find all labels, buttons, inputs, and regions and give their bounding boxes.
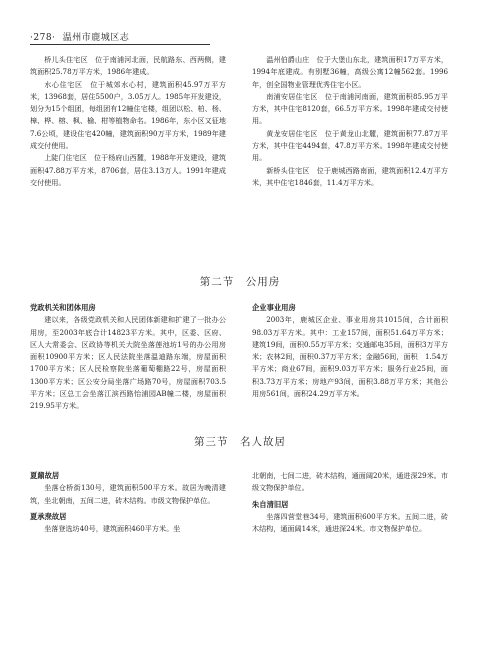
entry-body: 位于黄龙山北麓，建筑面积77.87万平方米，其中住宅4494套，47.8万平方米。1998年建成交付使用。 [252,128,449,163]
housing-entry [252,165,448,190]
subsection-body: 建以来，各级党政机关和人民团体新建和扩建了一批办公用房，至2003年底合计14823平方米。其中，区委、区府、区人大常委会、区政协等机关大院坐落莲池坊1号的办公用房面积10900平方米；区人民法院坐落温迪路东端，房屋面积1700平方米；区人民检察院坐落葡萄棚路22号，房屋面积1300平方米；区公安分局坐落广场路70号，房屋面积703.5平方米；区总工会坐落江滨西路怡浦园AB幢二楼，房屋面积219.95平方米。 [30,315,226,411]
header-divider [30,44,210,45]
housing-entry [30,152,226,189]
entry-heading: 水心住宅区 [44,79,83,89]
page-number: ·278· [30,33,56,43]
party-government-housing [30,302,226,413]
entry-heading: 温州伯爵山庄 [266,55,310,64]
subsection-heading: 企业事业用房 [252,303,296,312]
entry-body: 位于南浦河南面，建筑面积85.95万平方米，其中住宅8120套，66.5万平方米。1998年建成交付使用。 [252,91,449,126]
entry-body: 位于鹿城西路南面，建筑面积12.4万平方米，其中住宅1846套，11.4万平方米。 [252,165,449,187]
section-title-former-residences: 第三节 名人故居 [194,436,286,448]
top-left-column [30,54,226,189]
entry-body: 位于南浦河北面，民航路东、西两侧，建筑面积25.78万平方米，1986年建成。 [30,55,227,77]
subsection-heading: 党政机关和团体用房 [30,303,96,312]
former-residences-left [30,470,226,535]
entry-body: 位于杨府山西麓，1988年开发建设，建筑面积47.88万平方米，8706套，居住3.13万人。1991年建成交付使用。 [30,153,226,187]
entry-body: 位于大堡山东北，建筑面积17万平方米，1994年底建成。有别墅36幢，高级公寓12幢562套。1996年，创全国物业管理优秀住宅小区。 [252,55,449,89]
entry-heading: 上陡门住宅区 [44,153,87,163]
residence-body: 坐落仓桥街130号，建筑面积500平方米。故居为晚清建筑，坐北朝南，五间二进，砖木结构。市级文物保护单位。 [30,483,226,505]
residence-body: 坐落登选坊40号，建筑面积460平方米。坐 [44,524,181,534]
entry-heading: 桥儿头住宅区 [44,55,88,64]
housing-entry [252,54,448,91]
entry-heading: 南浦安居住宅区 [266,91,318,101]
housing-entry [30,54,226,79]
housing-entry [252,91,448,128]
subsection-body: 2003年，鹿城区企业、事业用房共1015间，合计面积98.03万平方米。其中：工业157间，面积51.64万平方米；建筑19间，面积0.55万平方米；交通邮电35间，面积3万平方米；农林2间，面积0.37万平方米；金融56间，面积 1.54万平方米；商业67间，面积9.03万平方米；服务行业25间，面积3.73万平方米；房地产93间，面积3.88万平方米；其他公用房561间，面积24.29万平方米。 [252,315,448,399]
entry-heading: 黄龙安居住宅区 [266,128,318,138]
top-right-column [252,54,448,189]
residence-body-continuation: 北朝南，七间二进，砖木结构，通面阔20米，通进深29米。市级文物保护单位。 [252,471,448,493]
residence-heading: 夏承焘故居 [30,511,67,521]
housing-entry [252,128,448,165]
book-title: 温州市鹿城区志 [62,33,130,43]
section-title-public-housing: 第二节 公用房 [199,276,281,288]
entry-body: 位于城郊水心村，建筑面积45.97万平方米，13968套，居住5500户，3.05万人。1985年开发建设，划分为15个组团，每组团有12幢住宅楼，组团以松、柏、杨、樟、桦、榕、枫、榆、柑等植物命名。1986年，东小区又征地7.6公顷，建设住宅420幢，建筑面积90万平方米，1989年建成交付使用。 [30,79,227,151]
housing-entry [30,79,226,153]
enterprise-housing [252,302,448,400]
residence-heading: 夏鼐故居 [30,471,60,480]
entry-heading: 新桥头住宅区 [266,165,310,175]
residence-body: 坐落四营堂巷34号，建筑面积600平方米。五间二进，砖木结构，通面阔14米，通进深24米。市文物保护单位。 [252,511,448,534]
former-residences-right [252,470,448,535]
residence-heading: 朱自清旧居 [252,499,289,509]
